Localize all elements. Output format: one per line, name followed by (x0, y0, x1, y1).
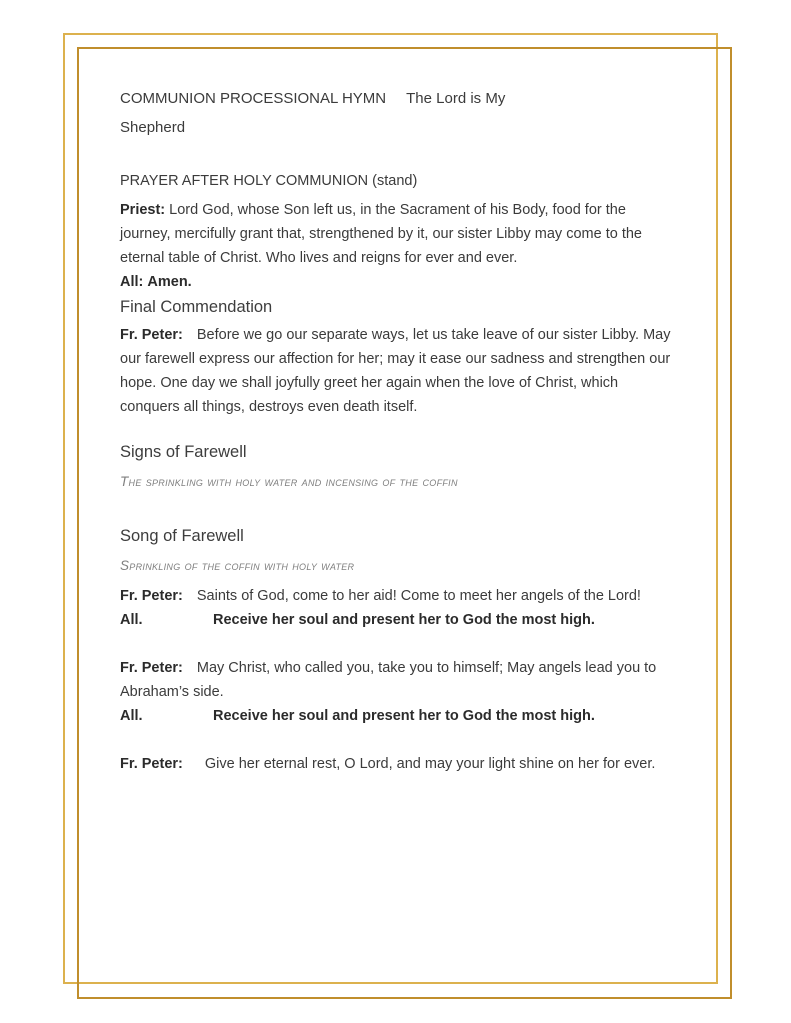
speaker-label-all: All. (120, 612, 143, 628)
priest-prayer-paragraph (120, 198, 672, 270)
verse-2-response-line (120, 704, 672, 728)
verse-2-text: May Christ, who called you, take you to himself; May angels lead you to Abraham’s side. (120, 660, 657, 700)
speaker-label-all: All: (120, 274, 144, 290)
verse-1-priest-line (120, 584, 672, 608)
song-of-farewell-rubric: Sprinkling of the coffin with holy water (120, 558, 355, 573)
speaker-label-fr-peter: Fr. Peter: (120, 327, 183, 343)
verse-2-response-text: Receive her soul and present her to God the most high. (213, 708, 595, 724)
signs-of-farewell-heading: Signs of Farewell (120, 443, 247, 461)
signs-of-farewell-rubric: The sprinkling with holy water and incensing of the coffin (120, 474, 458, 489)
verse-1-response-line (120, 608, 672, 632)
speaker-label-fr-peter: Fr. Peter: (120, 660, 183, 676)
prayer-after-communion-heading: PRAYER AFTER HOLY COMMUNION (stand) (120, 173, 418, 189)
verse-2-priest-line (120, 656, 672, 704)
final-commendation-heading: Final Commendation (120, 298, 273, 316)
communion-hymn-title: The Lord is My Shepherd (120, 90, 506, 136)
song-of-farewell-heading: Song of Farewell (120, 527, 244, 545)
priest-prayer-text: Lord God, whose Son left us, in the Sacrament of his Body, food for the journey, mercifully grant that, strengthened by it, our sister Libby may come to the eternal table of Christ. Who lives and reigns for ever and ever. (120, 202, 642, 266)
all-amen-line (120, 270, 672, 294)
all-amen-text: Amen. (147, 274, 192, 290)
fr-peter-commendation-text: Before we go our separate ways, let us take leave of our sister Libby. May our farewell express our affection for her; may it ease our sadness and strengthen our hope. One day we shall joyfully greet her again when the love of Christ, which conquers all things, destroys even death itself. (120, 327, 671, 415)
speaker-label-all: All. (120, 708, 143, 724)
verse-1-response-text: Receive her soul and present her to God the most high. (213, 612, 595, 628)
fr-peter-commendation-paragraph (120, 323, 672, 419)
speaker-label-fr-peter: Fr. Peter: (120, 588, 183, 604)
communion-hymn-heading (120, 84, 540, 142)
speaker-label-priest: Priest: (120, 202, 166, 218)
verse-1-text: Saints of God, come to her aid! Come to meet her angels of the Lord! (196, 588, 641, 604)
page-content (120, 84, 672, 776)
verse-3-priest-line (120, 752, 672, 776)
verse-3-text: Give her eternal rest, O Lord, and may your light shine on her for ever. (204, 756, 656, 772)
communion-hymn-label: COMMUNION PROCESSIONAL HYMN (120, 90, 387, 107)
speaker-label-fr-peter: Fr. Peter: (120, 756, 183, 772)
